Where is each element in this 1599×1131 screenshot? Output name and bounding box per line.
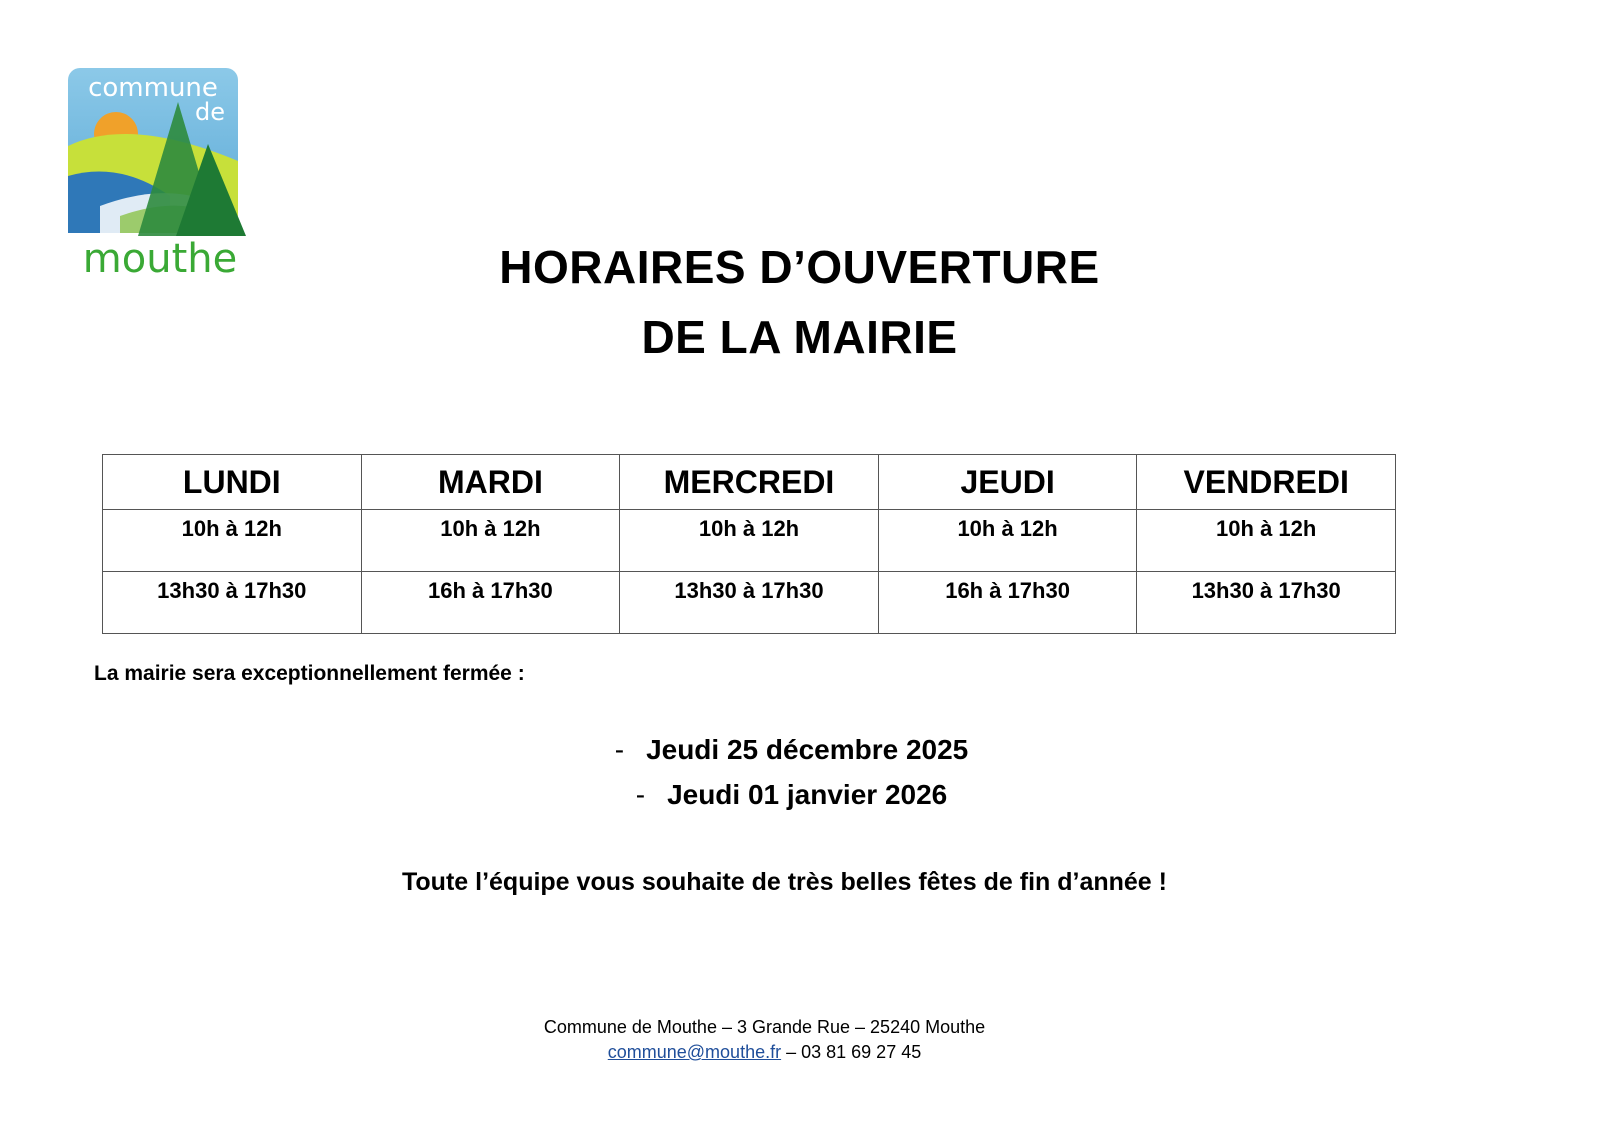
morning-hours-cell: 10h à 12h (878, 510, 1137, 572)
morning-hours-cell: 10h à 12h (361, 510, 620, 572)
day-header: MARDI (361, 455, 620, 510)
table-row-morning (103, 510, 1396, 572)
email-link[interactable]: commune@mouthe.fr (607, 1042, 782, 1062)
morning-hours-cell: 10h à 12h (103, 510, 362, 572)
list-dash: - (635, 779, 646, 810)
closure-date-text: Jeudi 25 décembre 2025 (646, 734, 969, 765)
logo-text-mouthe: mouthe (82, 236, 238, 282)
afternoon-hours-cell: 13h30 à 17h30 (103, 572, 362, 634)
morning-hours-cell: 10h à 12h (1137, 510, 1396, 572)
footer-address: Commune de Mouthe – 3 Grande Rue – 25240 Mouthe (543, 1017, 986, 1037)
season-greetings: Toute l’équipe vous souhaite de très belles fêtes de fin d’année ! (402, 868, 1167, 896)
opening-hours-table (102, 454, 1396, 634)
day-header: JEUDI (878, 455, 1137, 510)
afternoon-hours-cell: 13h30 à 17h30 (620, 572, 879, 634)
logo-text-commune: commune (88, 73, 218, 103)
afternoon-hours-cell: 16h à 17h30 (361, 572, 620, 634)
footer-phone: 03 81 69 27 45 (801, 1042, 922, 1062)
day-header: MERCREDI (620, 455, 879, 510)
list-dash: - (614, 734, 625, 765)
day-header: VENDREDI (1137, 455, 1396, 510)
footer-contact (0, 1042, 1599, 1063)
closure-date-item (0, 734, 1599, 766)
closure-date-item (0, 779, 1599, 811)
closure-date-text: Jeudi 01 janvier 2026 (667, 779, 948, 810)
afternoon-hours-cell: 16h à 17h30 (878, 572, 1137, 634)
morning-hours-cell: 10h à 12h (620, 510, 879, 572)
footer-separator: – (781, 1042, 802, 1062)
closure-intro: La mairie sera exceptionnellement fermée : (94, 662, 525, 685)
page-title-line1: HORAIRES D’OUVERTURE (499, 241, 1100, 293)
day-header: LUNDI (103, 455, 362, 510)
logo-text-de: de (195, 98, 225, 126)
page-title-line2: DE LA MAIRIE (641, 311, 958, 363)
table-row-afternoon (103, 572, 1396, 634)
afternoon-hours-cell: 13h30 à 17h30 (1137, 572, 1396, 634)
table-header-row (103, 455, 1396, 510)
